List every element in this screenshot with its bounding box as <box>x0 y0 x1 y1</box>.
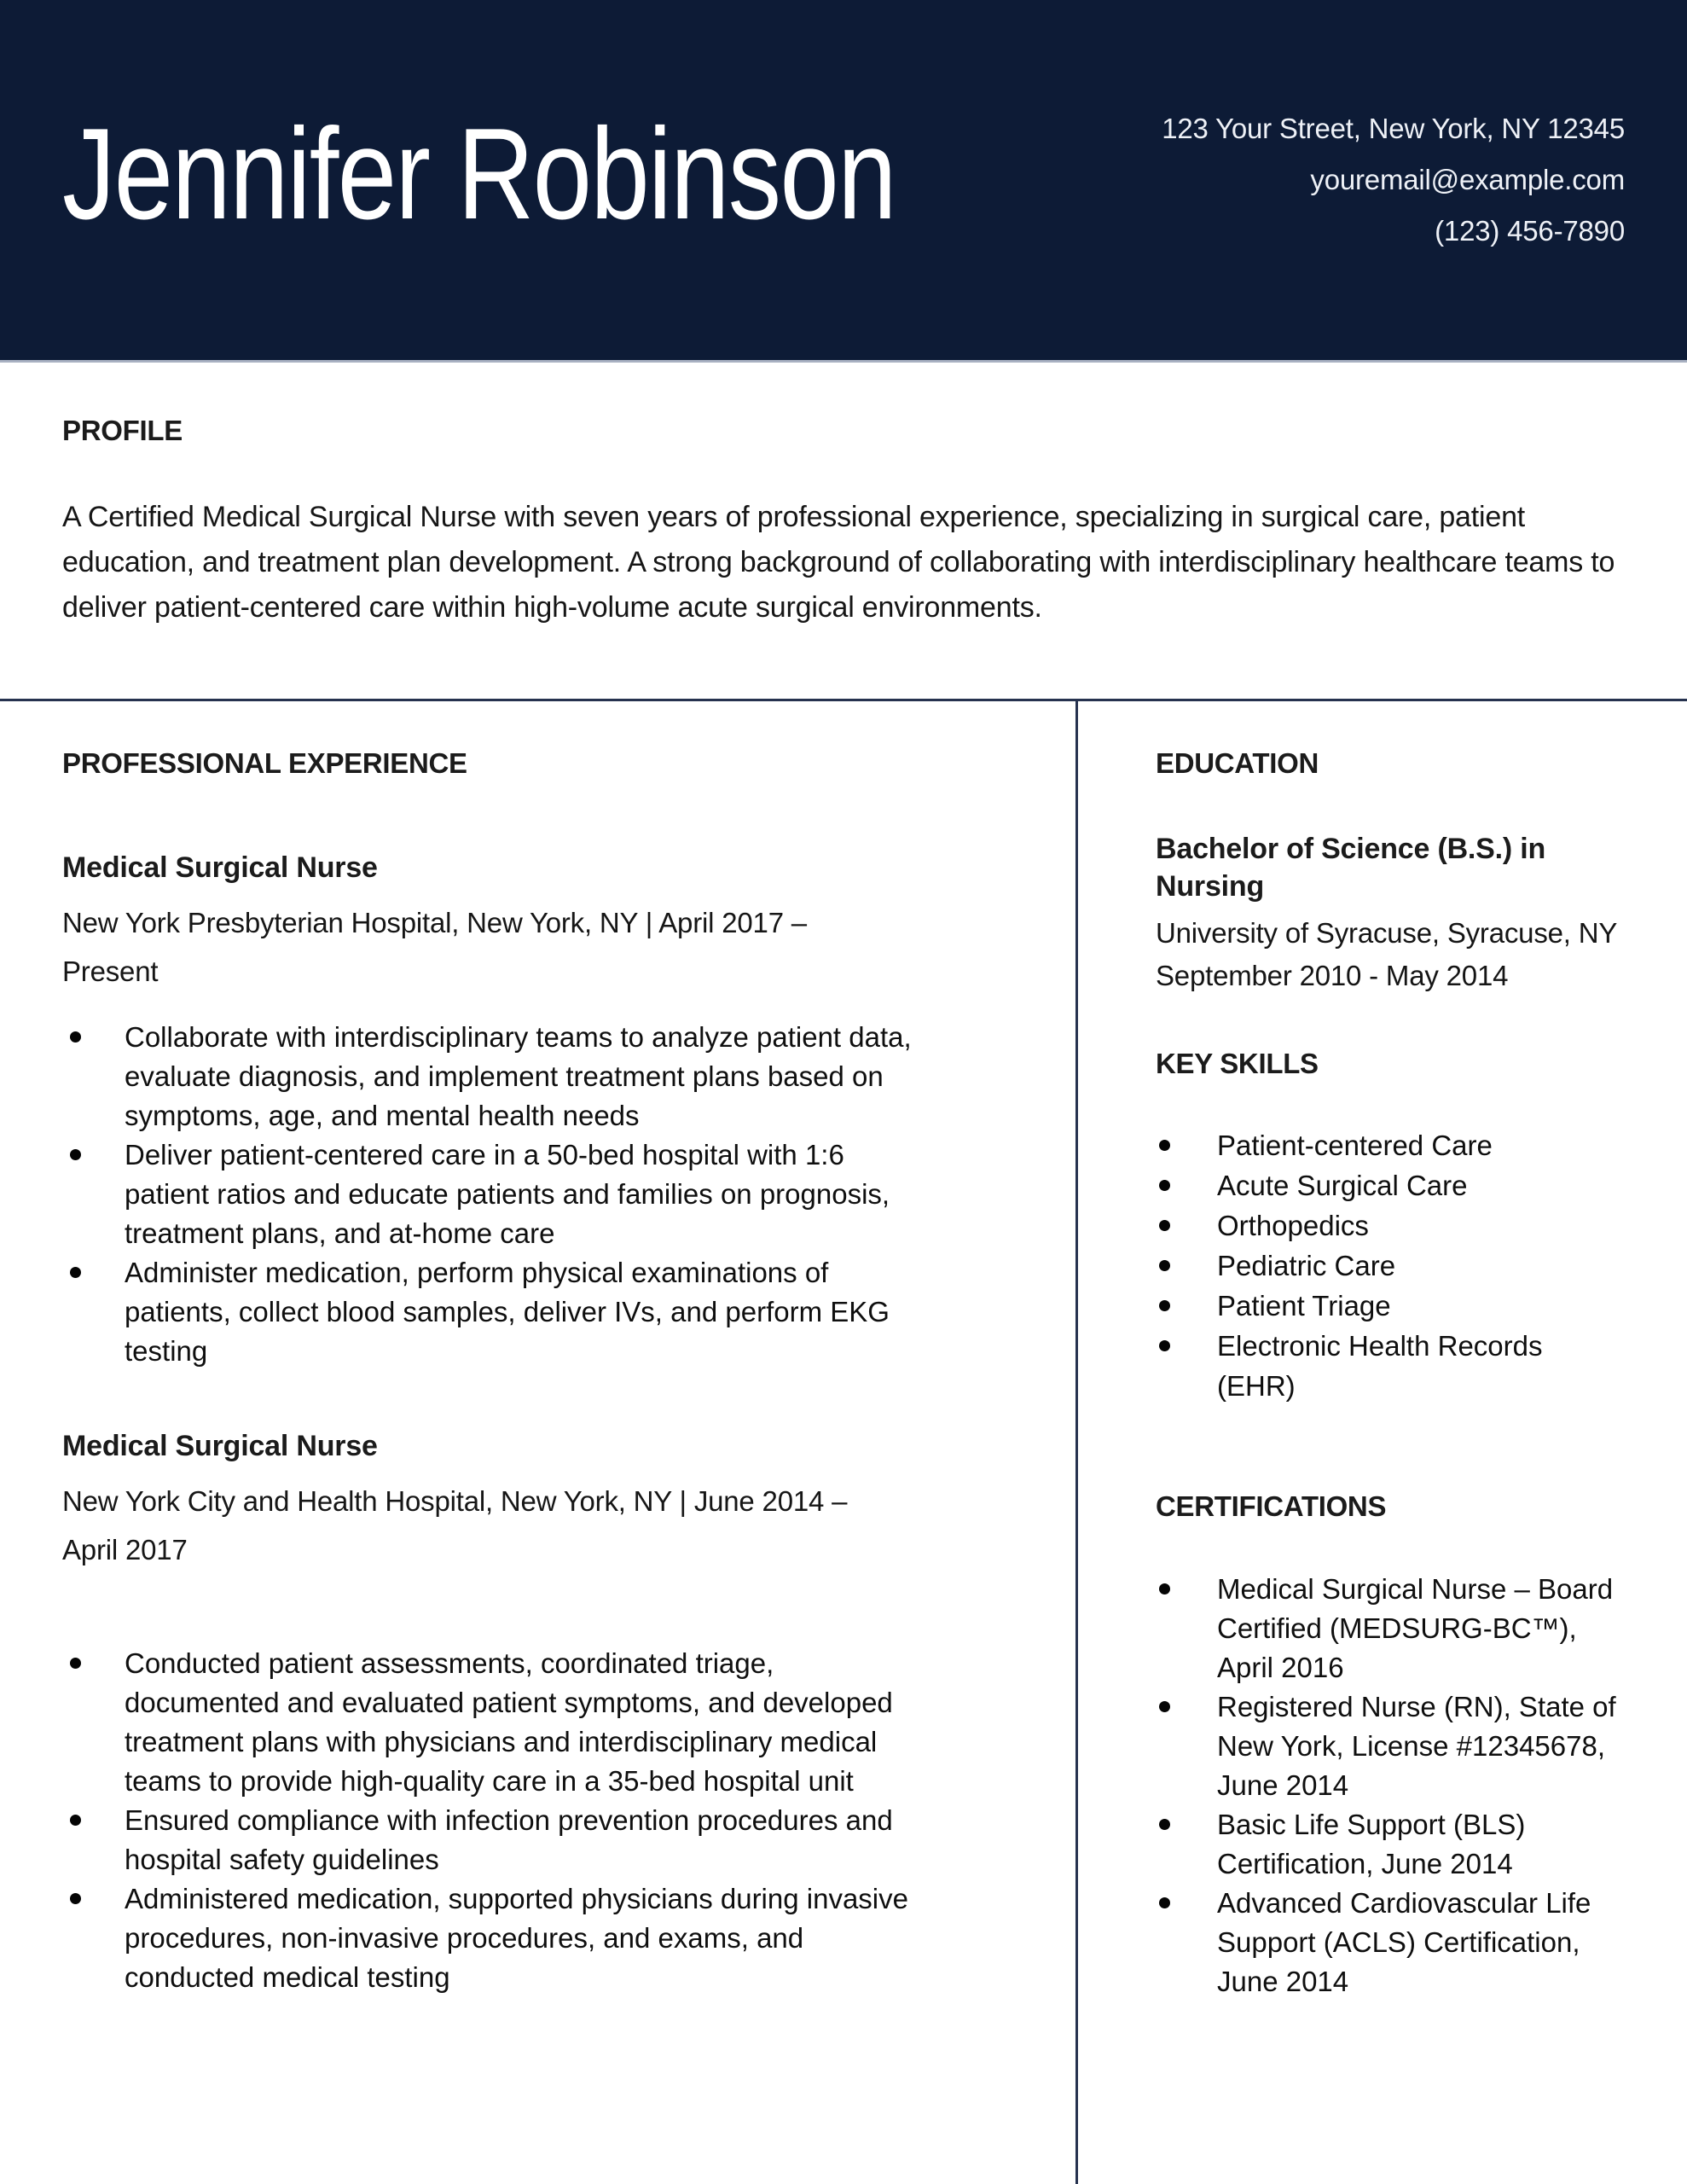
key-skills-heading: KEY SKILLS <box>1156 1048 1319 1079</box>
experience-bullet: Conducted patient assessments, coordinated triage, documented and evaluated patient symptoms, and developed treatment plans with physicians and interdisciplinary medical teams to provide high-quality care in a 35-bed hospital unit <box>62 1644 935 1801</box>
job-meta: New York Presbyterian Hospital, New York, NY | April 2017 – Present <box>62 907 807 987</box>
certification-item: Medical Surgical Nurse – Board Certified (MEDSURG-BC™), April 2016 <box>1156 1570 1627 1687</box>
profile-section <box>0 363 1687 630</box>
certifications-list <box>1156 1570 1627 2001</box>
skill-item: Electronic Health Records (EHR) <box>1156 1326 1627 1406</box>
profile-text: A Certified Medical Surgical Nurse with seven years of professional experience, specializing in surgical care, patient education, and treatment plan development. A strong background of collaborating with interdisciplinary healthcare teams to deliver patient-centered care within high-volume acute surgical environments. <box>62 501 1615 624</box>
job-entry <box>62 849 999 1371</box>
certification-item: Advanced Cardiovascular Life Support (ACLS) Certification, June 2014 <box>1156 1884 1627 2001</box>
school-name: University of Syracuse, Syracuse, NY <box>1156 917 1618 949</box>
job-bullet-list <box>62 1018 999 1371</box>
certification-item: Basic Life Support (BLS) Certification, June 2014 <box>1156 1805 1627 1884</box>
job-title: Medical Surgical Nurse <box>62 851 378 884</box>
job-bullet-list <box>62 1644 999 1997</box>
profile-heading: PROFILE <box>62 415 183 446</box>
skill-item: Patient-centered Care <box>1156 1125 1627 1165</box>
experience-bullet: Administered medication, supported physicians during invasive procedures, non-invasive procedures, and exams, and conducted medical testing <box>62 1879 935 1997</box>
skills-list <box>1156 1125 1627 1406</box>
skill-item: Patient Triage <box>1156 1286 1627 1326</box>
experience-bullet: Collaborate with interdisciplinary teams to analyze patient data, evaluate diagnosis, and implement treatment plans based on symptoms, age, and mental health needs <box>62 1018 935 1136</box>
sidebar-column <box>1075 701 1687 2184</box>
certifications-heading: CERTIFICATIONS <box>1156 1490 1387 1522</box>
contact-line: youremail@example.com <box>1310 164 1625 195</box>
experience-heading: PROFESSIONAL EXPERIENCE <box>62 747 467 779</box>
job-entry <box>62 1427 999 1997</box>
education-heading: EDUCATION <box>1156 747 1319 779</box>
job-meta: New York City and Health Hospital, New York, NY | June 2014 – April 2017 <box>62 1485 848 1565</box>
experience-column <box>0 701 1075 2184</box>
skill-item: Orthopedics <box>1156 1205 1627 1246</box>
skill-item: Pediatric Care <box>1156 1246 1627 1286</box>
degree-title: Bachelor of Science (B.S.) in Nursing <box>1156 833 1546 903</box>
contact-line: 123 Your Street, New York, NY 12345 <box>1162 113 1625 144</box>
contact-info <box>1162 103 1625 257</box>
experience-bullet: Deliver patient-centered care in a 50-bed hospital with 1:6 patient ratios and educate patients and families on prognosis, treatment plans, and at-home care <box>62 1136 935 1253</box>
skill-item: Acute Surgical Care <box>1156 1165 1627 1205</box>
person-name: Jennifer Robinson <box>62 102 896 247</box>
header-banner <box>0 0 1687 363</box>
experience-bullet: Administer medication, perform physical examinations of patients, collect blood samples, deliver IVs, and perform EKG testing <box>62 1253 935 1371</box>
experience-bullet: Ensured compliance with infection prevention procedures and hospital safety guidelines <box>62 1801 935 1879</box>
education-dates: September 2010 - May 2014 <box>1156 960 1509 991</box>
certification-item: Registered Nurse (RN), State of New York, License #12345678, June 2014 <box>1156 1687 1627 1805</box>
contact-line: (123) 456-7890 <box>1435 215 1625 247</box>
two-column-body <box>0 701 1687 2184</box>
job-title: Medical Surgical Nurse <box>62 1430 378 1462</box>
